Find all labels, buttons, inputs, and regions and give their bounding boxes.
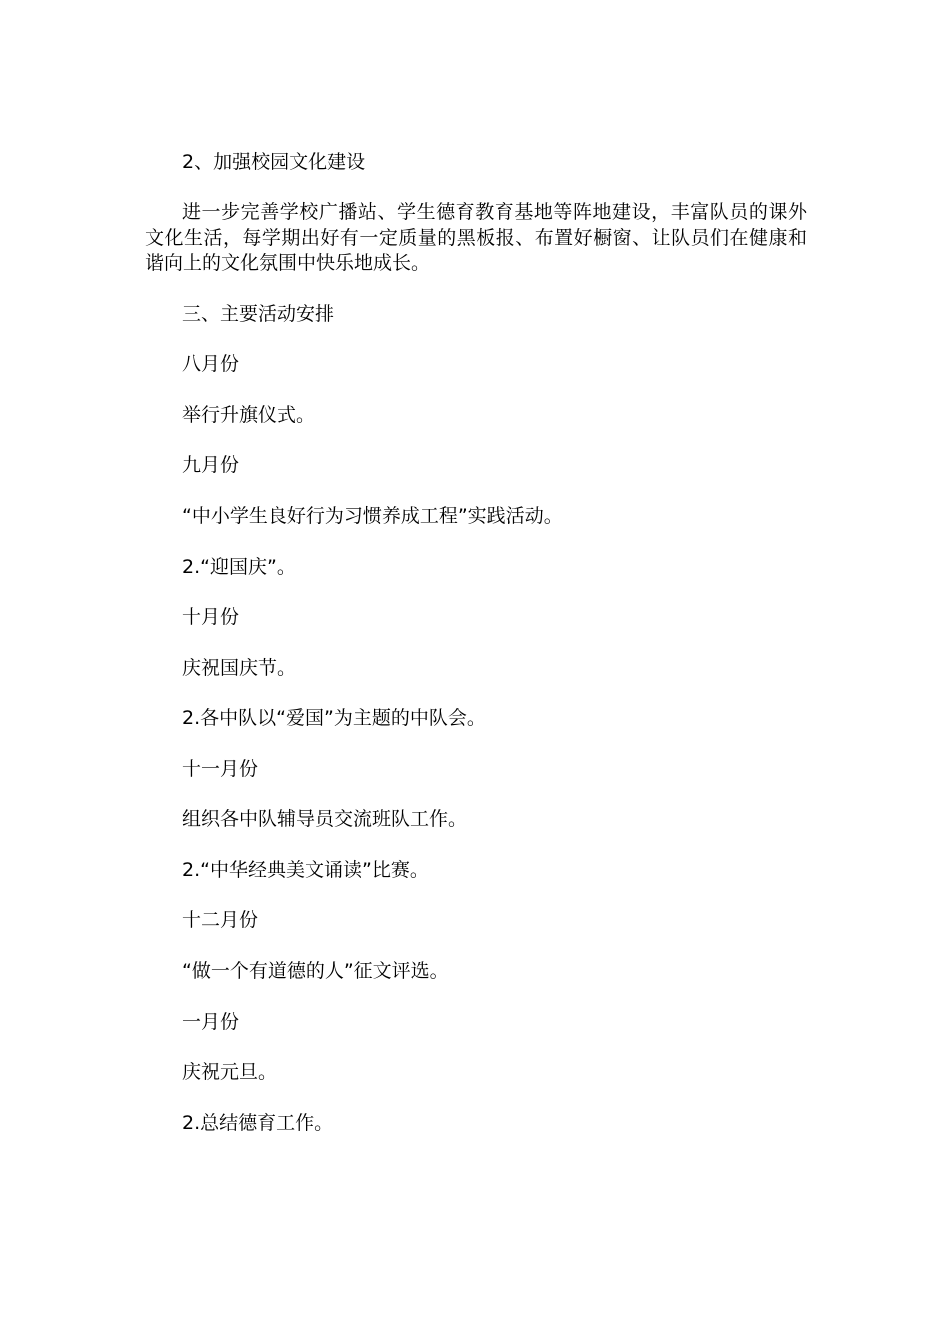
activity-item: 2.“迎国庆”。: [182, 556, 296, 578]
activity-item: “中小学生良好行为习惯养成工程”实践活动。: [182, 505, 563, 527]
activity-item: “做一个有道德的人”征文评选。: [182, 960, 449, 982]
activity-item: 庆祝国庆节。: [182, 657, 297, 679]
activity-item: 组织各中队辅导员交流班队工作。: [182, 808, 468, 830]
activity-item: 举行升旗仪式。: [182, 404, 316, 426]
activity-item: 2.“中华经典美文诵读”比赛。: [182, 859, 429, 881]
month-heading-august: 八月份: [182, 353, 240, 375]
main-heading: 三、主要活动安排: [182, 303, 335, 325]
activity-item: 2.各中队以“爱国”为主题的中队会。: [182, 707, 486, 729]
activity-item: 2.总结德育工作。: [182, 1112, 334, 1134]
month-heading-december: 十二月份: [182, 909, 259, 931]
month-heading-january: 一月份: [182, 1011, 240, 1033]
section-heading: 2、加强校园文化建设: [182, 151, 366, 173]
month-heading-october: 十月份: [182, 606, 240, 628]
activity-item: 庆祝元旦。: [182, 1061, 278, 1083]
month-heading-november: 十一月份: [182, 758, 259, 780]
body-paragraph: 进一步完善学校广播站、学生德育教育基地等阵地建设，丰富队员的课外文化生活，每学期出好有一定质量的黑板报、布置好橱窗、让队员们在健康和谐向上的文化氛围中快乐地成长。: [145, 201, 807, 274]
month-heading-september: 九月份: [182, 454, 240, 476]
